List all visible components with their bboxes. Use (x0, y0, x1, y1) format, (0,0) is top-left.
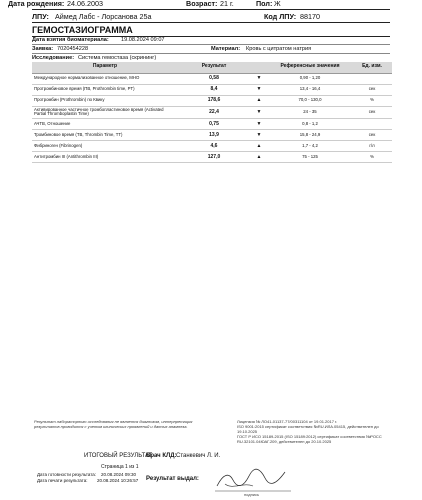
license-line: ГОСТ Р ИСО 15189-2015 (ISO 15189:2012) сертификат соответствия №РОСС (237, 434, 382, 439)
table-header-row (32, 62, 392, 73)
sample-date-label: Дата взятия биоматериала: (32, 37, 109, 43)
reference-range: 15,8 - 24,9 (268, 130, 352, 141)
arrow-down-icon: ▼ (250, 84, 268, 95)
result-value: 22,4 (178, 106, 250, 119)
arrow-up-icon: ▲ (250, 95, 268, 106)
signature-image (213, 464, 293, 494)
reference-range: 24 - 35 (268, 106, 352, 119)
unit: сек (352, 106, 392, 119)
meta-divider-2 (32, 53, 390, 54)
study-value: Система гемостаза (скрининг) (78, 55, 157, 61)
ready-date-label: Дата готовности результата: (37, 472, 96, 477)
page-indicator: Страница 1 из 1 (101, 464, 139, 470)
lpu-label: ЛПУ: (32, 12, 49, 21)
age-value: 21 г. (220, 0, 234, 8)
order-label: Заявка: (32, 46, 54, 52)
param-name: АЧТВ, Отношение (32, 119, 178, 130)
reference-range: 13,4 - 16,4 (268, 84, 352, 95)
arrow-up-icon: ▲ (250, 141, 268, 152)
license-line: RU.32101.04ЮАГ.209, действителен до 20.10.2025 (237, 439, 332, 444)
signature-caption: подпись (244, 492, 260, 497)
param-name: Протромбин (Prothrombin) по Квику (32, 95, 178, 106)
material-label: Материал: (211, 46, 241, 52)
study-label: Исследование: (32, 55, 75, 61)
dob-value: 24.06.2003 (67, 0, 103, 8)
disclaimer: Результат лабораторного исследования не является диагнозом, интерпретация результатов проводится с учетом клинических проявлений и данных анамнеза. (34, 419, 193, 429)
dob-label: Дата рождения: (8, 0, 65, 8)
table-row (32, 119, 392, 130)
lpu-code-value: 88170 (300, 12, 320, 21)
table-row (32, 73, 392, 84)
unit: сек (352, 130, 392, 141)
doctor-value: Станкевич Л. И. (176, 453, 221, 459)
reference-range: 70,0 - 130,0 (268, 95, 352, 106)
result-value: 8,4 (178, 84, 250, 95)
print-date-label: Дата печати результата: (37, 478, 88, 483)
unit: сек (352, 84, 392, 95)
arrow-down-icon: ▼ (250, 130, 268, 141)
table-row (32, 95, 392, 106)
table-row (32, 130, 392, 141)
reference-range: 1,7 - 4,2 (268, 141, 352, 152)
license-line: Лицензия № ЛО41-01137-77/00311104 от 19.01.2017 г. (237, 419, 338, 424)
param-name: Активированное частичное тромбопластиновое время (Activated Partial Thromboplastin Time) (32, 106, 178, 119)
param-name: Тромбиновое время (ТВ, Thrombin Time, TT) (32, 130, 178, 141)
reference-range: 75 - 125 (268, 152, 352, 163)
col-ref: Референсные значения (268, 62, 352, 73)
page-title: ГЕМОСТАЗИОГРАММА (32, 25, 133, 35)
print-date-value: 20.08.2024 10:26:57 (97, 478, 139, 483)
table-row (32, 152, 392, 163)
results-table (32, 62, 392, 163)
license-block (237, 419, 397, 444)
result-value: 4,6 (178, 141, 250, 152)
arrow-up-icon: ▲ (250, 152, 268, 163)
result-value: 0,58 (178, 73, 250, 84)
param-name: Международное нормализованное отношение, МНО (32, 73, 178, 84)
col-flag (250, 62, 268, 73)
arrow-down-icon: ▼ (250, 106, 268, 119)
param-name: Фибриноген (Fibrinogen) (32, 141, 178, 152)
col-unit: Ед. изм. (352, 62, 392, 73)
age-label: Возраст: (186, 0, 218, 8)
param-name: Антитромбин III (Antithrombin III) (32, 152, 178, 163)
col-result: Результат (178, 62, 250, 73)
unit: % (352, 152, 392, 163)
unit (352, 73, 392, 84)
header-divider-top (32, 9, 390, 10)
sex-value: Ж (274, 0, 281, 8)
result-value: 13,9 (178, 130, 250, 141)
col-param: Параметр (32, 62, 178, 73)
arrow-down-icon: ▼ (250, 119, 268, 130)
issued-label: Результат выдал: (146, 476, 199, 482)
result-value: 0,75 (178, 119, 250, 130)
material-value: Кровь с цитратом натрия (246, 46, 312, 52)
table-row (32, 106, 392, 119)
reference-range: 0,90 - 1,20 (268, 73, 352, 84)
param-name: Протромбиновое время (ПВ, Prothrombin time, PT) (32, 84, 178, 95)
reference-range: 0,8 - 1,2 (268, 119, 352, 130)
license-line: ISO 9001:2015 сертификат соответствия №RU.ИЛА.05415, действителен до 19.10.2025 (237, 424, 379, 434)
unit: % (352, 95, 392, 106)
lpu-value: Аймед Лабс - Лорсанова 25а (55, 12, 152, 21)
order-value: 7020454228 (57, 46, 89, 52)
result-value: 127,0 (178, 152, 250, 163)
sex-label: Пол: (256, 0, 273, 8)
unit (352, 119, 392, 130)
result-value: 178,6 (178, 95, 250, 106)
final-result-label: ИТОГОВЫЙ РЕЗУЛЬТАТ (84, 453, 153, 459)
meta-divider-1 (32, 44, 390, 45)
arrow-down-icon: ▼ (250, 73, 268, 84)
doctor-label: Врач КЛД: (146, 453, 177, 459)
header-divider (32, 22, 390, 23)
table-row (32, 84, 392, 95)
table-row (32, 141, 392, 152)
ready-date-value: 20.08.2024 09:30 (101, 472, 137, 477)
unit: г/л (352, 141, 392, 152)
lpu-code-label: Код ЛПУ: (264, 12, 297, 21)
sample-date-value: 19.08.2024 09:07 (121, 37, 165, 43)
